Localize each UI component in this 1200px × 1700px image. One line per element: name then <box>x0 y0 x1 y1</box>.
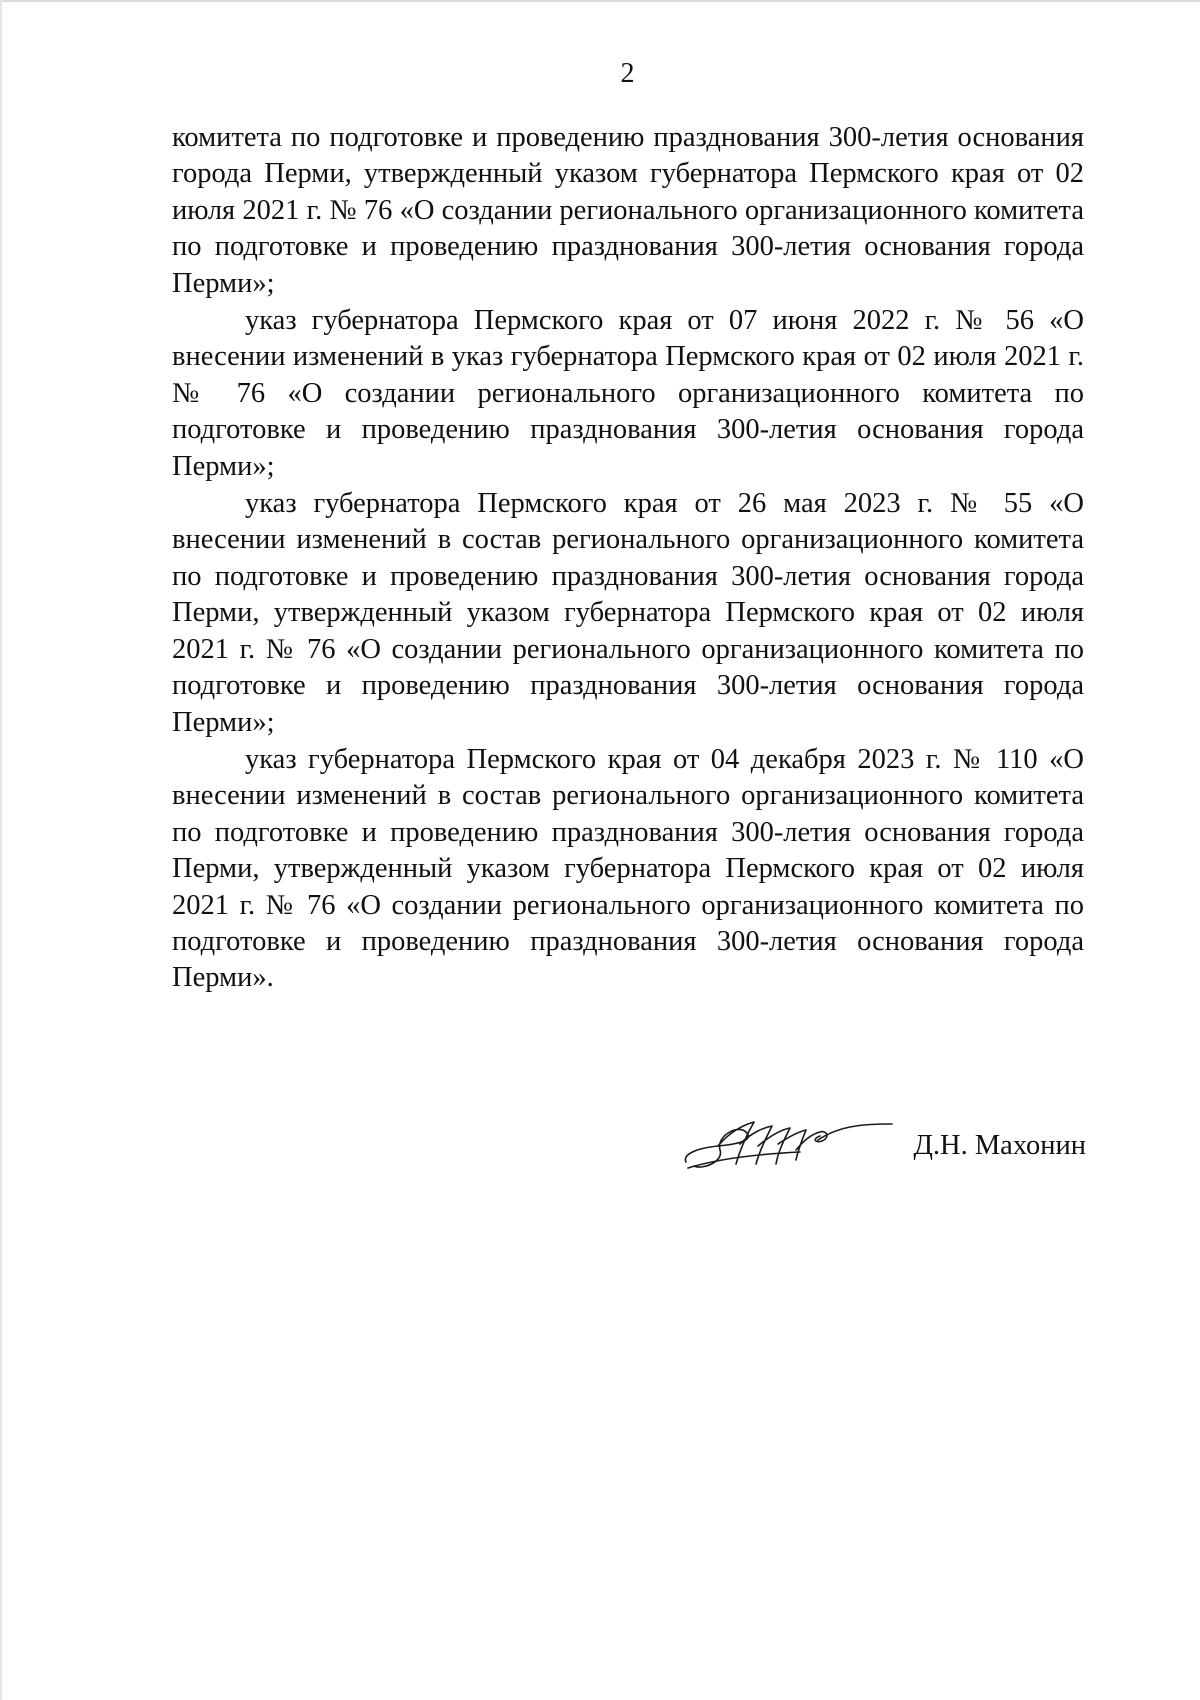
document-body <box>172 120 1084 998</box>
paragraph-3: указ губернатора Пермского края от 26 мая 2023 г. № 55 «О внесении изменений в состав регионального организационного комитета по подготовке и проведению празднования 300-летия основания города Перми, утвержденный указом губернатора Пермского края от 02 июля 2021 г. № 76 «О создании регионального организационного комитета по подготовке и проведению празднования 300-летия основания города Перми»; <box>172 488 1084 738</box>
page-number: 2 <box>620 58 635 89</box>
paragraph-4: указ губернатора Пермского края от 04 декабря 2023 г. № 110 «О внесении изменений в состав регионального организационного комитета по подготовке и проведению празднования 300-летия основания города Перми, утвержденный указом губернатора Пермского края от 02 июля 2021 г. № 76 «О создании регионального организационного комитета по подготовке и проведению празднования 300-летия основания города Перми». <box>172 743 1084 994</box>
scan-edge-top <box>0 0 1200 2</box>
paragraph-2: указ губернатора Пермского края от 07 июня 2022 г. № 56 «О внесении изменений в указ губернатора Пермского края от 02 июля 2021 г. № 76 «О создании регионального организационного комитета по подготовке и проведению празднования 300-летия основания города Перми»; <box>172 305 1084 482</box>
handwritten-signature <box>680 1110 895 1174</box>
paragraph-1: комитета по подготовке и проведению празднования 300-летия основания города Перми, утвержденный указом губернатора Пермского края от 02 июля 2021 г. № 76 «О создании регионального организационного комитета по подготовке и проведению празднования 300-летия основания города Перми»; <box>172 122 1084 299</box>
scan-edge-left <box>0 0 2 1700</box>
signer-name: Д.Н. Махонин <box>913 1130 1086 1161</box>
signature-block <box>680 1108 1090 1178</box>
